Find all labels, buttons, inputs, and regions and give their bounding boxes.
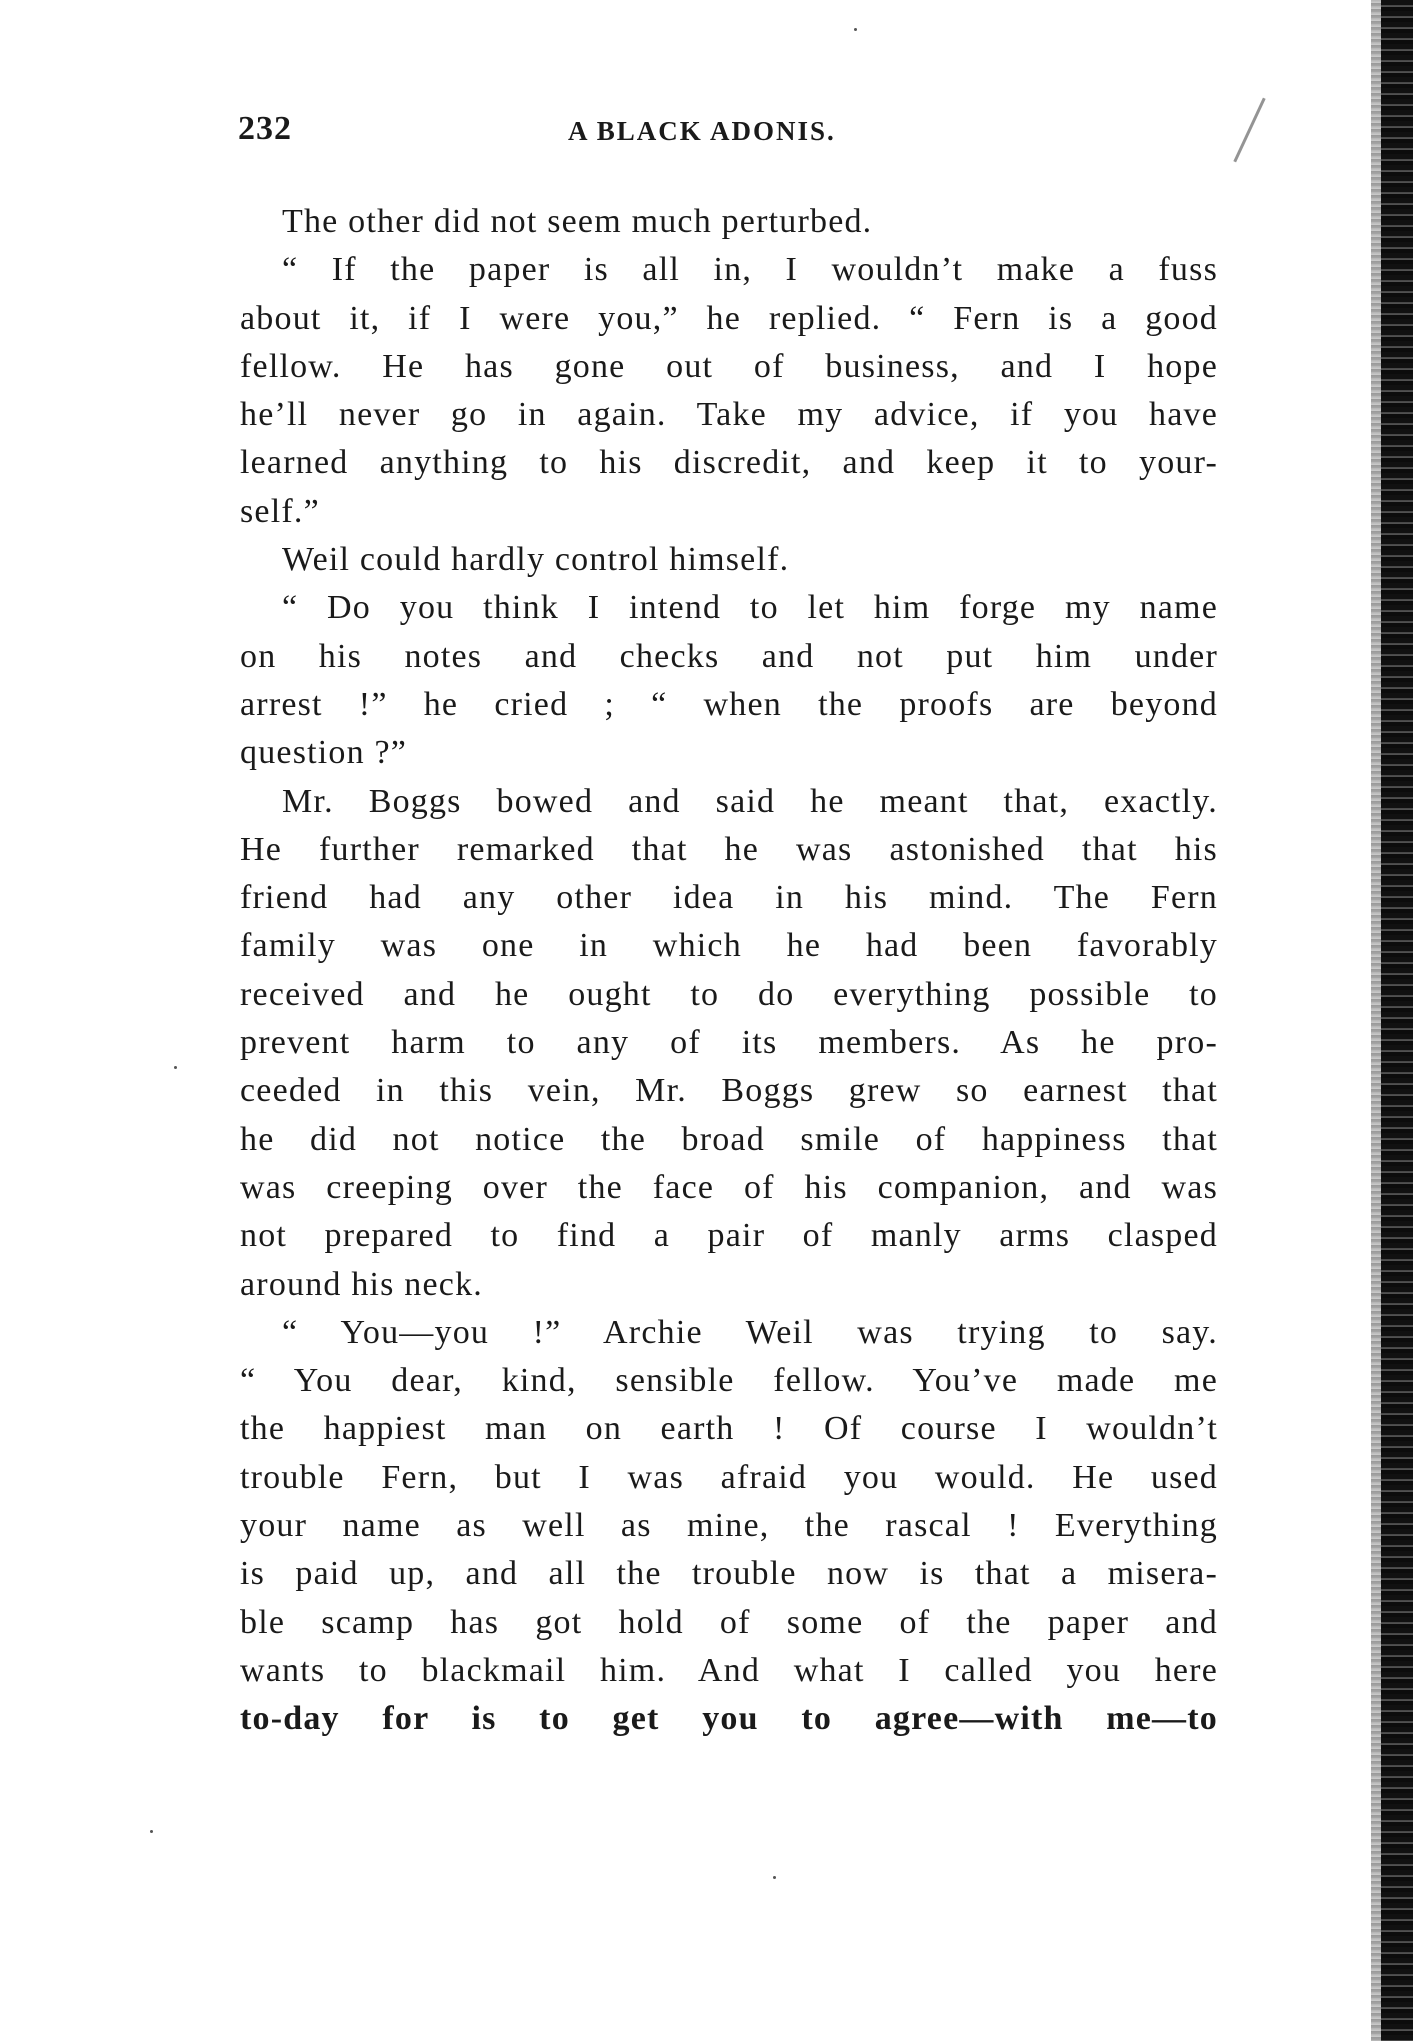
page-edge-shadow [1371,0,1381,2041]
text-line: he’ll never go in again. Take my advice, if you have [240,396,1218,434]
text-line: arrest !” he cried ; “ when the proofs are beyond [240,685,1218,723]
paper-speck [773,1876,776,1879]
text-line: Weil could hardly control himself. [282,541,790,579]
text-line: was creeping over the face of his companion, and was [240,1168,1218,1206]
paper-speck [150,1830,153,1833]
text-line: not prepared to find a pair of manly arms clasped [240,1217,1218,1255]
running-title: A BLACK ADONIS. [568,116,836,146]
text-line: he did not notice the broad smile of happiness that [240,1120,1218,1158]
text-line: about it, if I were you,” he replied. “ Fern is a good [240,299,1218,337]
text-line: received and he ought to do everything possible to [240,975,1218,1013]
text-line: Mr. Boggs bowed and said he meant that, exactly. [282,782,1218,820]
text-line: your name as well as mine, the rascal ! Everything [240,1507,1218,1545]
text-line: question ?” [240,734,408,772]
text-line: is paid up, and all the trouble now is that a misera- [240,1555,1218,1593]
text-line: The other did not seem much perturbed. [282,203,873,240]
text-line: “ You dear, kind, sensible fellow. You’ve made me [240,1362,1218,1400]
text-line: He further remarked that he was astonished that his [240,830,1218,868]
text-line: “ Do you think I intend to let him forge my name [282,589,1218,627]
text-line: fellow. He has gone out of business, and I hope [240,347,1218,385]
text-line: “ You—you !” Archie Weil was trying to say. [282,1313,1218,1351]
text-line: prevent harm to any of its members. As he pro- [240,1024,1218,1062]
text-line: friend had any other idea in his mind. The Fern [240,879,1218,917]
text-line: the happiest man on earth ! Of course I wouldn’t [240,1410,1218,1448]
text-line: wants to blackmail him. And what I called you here [240,1651,1218,1689]
text-line: trouble Fern, but I was afraid you would. He used [240,1458,1218,1496]
text-line: self.” [240,492,320,530]
paper-speck [174,1066,177,1069]
text-line: ble scamp has got hold of some of the paper and [240,1603,1218,1641]
paper-speck [854,28,857,31]
text-line: learned anything to his discredit, and keep it to your- [240,444,1218,482]
pencil-mark [1233,98,1265,163]
text-line: around his neck. [240,1265,483,1303]
body-text [240,198,1218,1744]
page-header [238,110,1228,160]
page-edge-binding [1381,0,1413,2041]
text-line: “ If the paper is all in, I wouldn’t make a fuss [282,251,1218,289]
text-line: ceeded in this vein, Mr. Boggs grew so earnest that [240,1072,1218,1110]
text-line: to-day for is to get you to agree—with me—to [240,1700,1218,1738]
text-line: family was one in which he had been favorably [240,927,1218,965]
page-number: 232 [238,110,292,147]
text-line: on his notes and checks and not put him under [240,637,1218,675]
